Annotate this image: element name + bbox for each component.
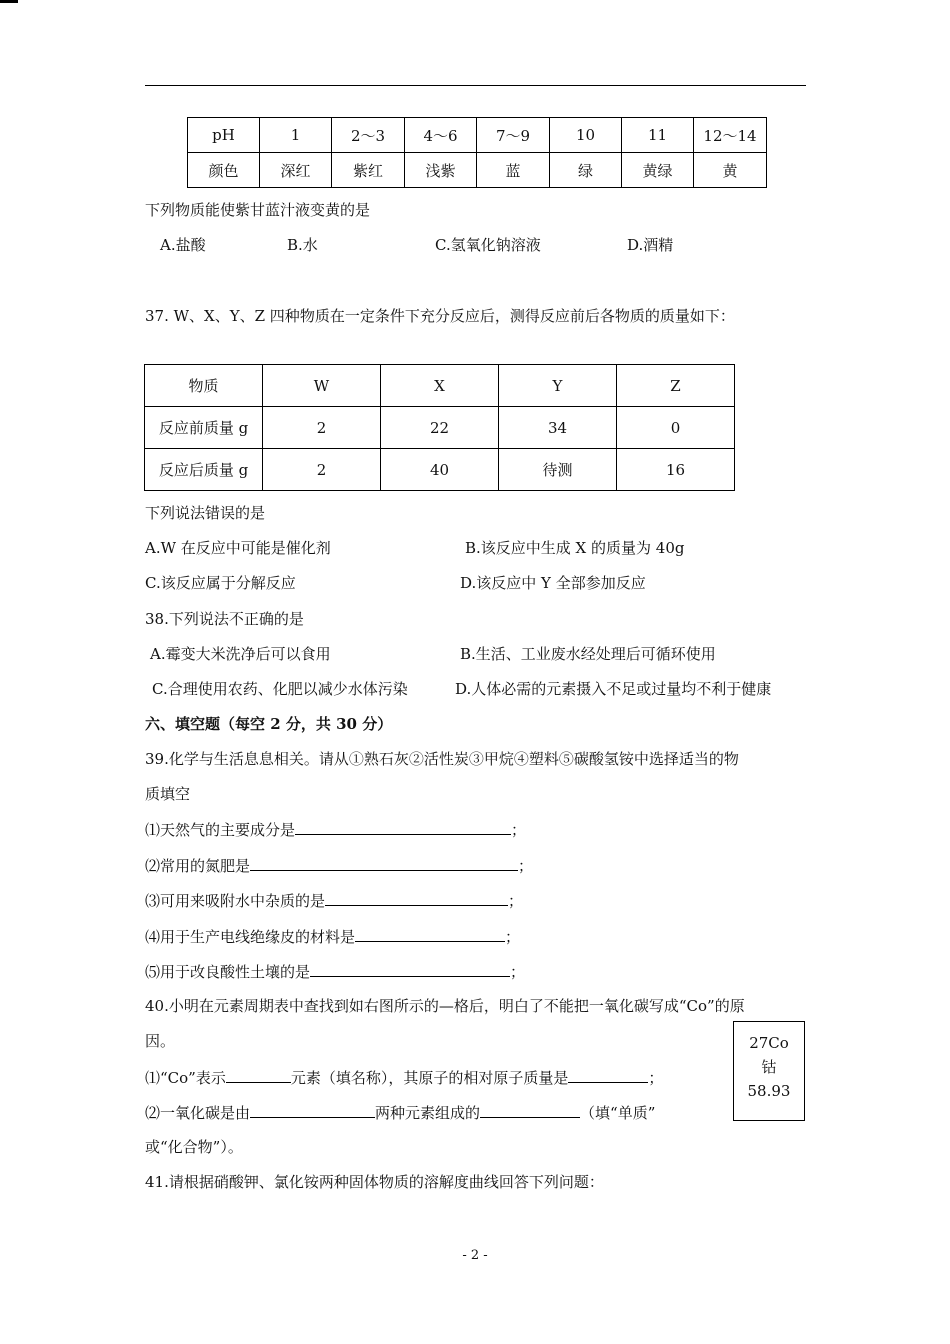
q37-option-c: C.该反应属于分解反应 (145, 574, 296, 592)
answer-blank[interactable] (295, 819, 511, 835)
q38-option-a: A.霉变大米洗净后可以食用 (150, 645, 331, 663)
q36-option-b: B.水 (287, 236, 318, 254)
table-cell: 反应后质量 g (145, 449, 263, 491)
table-cell: 绿 (550, 153, 622, 188)
q38-stem: 38.下列说法不正确的是 (145, 610, 304, 628)
table-cell: 浅紫 (405, 153, 477, 188)
q36-stem: 下列物质能使紫甘蓝汁液变黄的是 (145, 201, 371, 219)
element-mass: 58.93 (747, 1082, 791, 1100)
q36-option-a: A.盐酸 (160, 236, 206, 254)
item-end: ； (510, 963, 526, 981)
q36-option-c: C.氢氧化钠溶液 (435, 236, 541, 254)
q38-option-d: D.人体必需的元素摄入不足或过量均不利于健康 (455, 680, 772, 698)
table-cell: 4～6 (405, 118, 477, 153)
table-cell: 蓝 (477, 153, 550, 188)
table-cell: Y (499, 365, 617, 407)
table-cell: 2 (263, 449, 381, 491)
table-cell: 黄绿 (622, 153, 694, 188)
q37-prompt: 下列说法错误的是 (145, 504, 266, 522)
table-cell: 10 (550, 118, 622, 153)
q39-stem-line2: 质填空 (145, 785, 191, 803)
item-label: ⑴天然气的主要成分是 (145, 821, 296, 839)
q39-item-5 (145, 961, 525, 982)
page-number: - 2 - (462, 1248, 488, 1263)
answer-blank[interactable] (325, 890, 508, 906)
table-cell: X (381, 365, 499, 407)
q38-option-c: C.合理使用农药、化肥以减少水体污染 (152, 680, 408, 698)
table-cell: 1 (260, 118, 332, 153)
q41-stem: 41.请根据硝酸钾、氯化铵两种固体物质的溶解度曲线回答下列问题： (145, 1173, 604, 1191)
q40-stem-line2: 因。 (145, 1032, 176, 1050)
item-end: ； (505, 928, 521, 946)
table-cell: 物质 (145, 365, 263, 407)
table-cell: 黄 (694, 153, 767, 188)
q39-stem-line1: 39.化学与生活息息相关。请从①熟石灰②活性炭③甲烷④塑料⑤碳酸氢铵中选择适当的物 (145, 750, 739, 768)
q37-option-b: B.该反应中生成 X 的质量为 40g (465, 539, 685, 557)
q37-stem: 37. W、X、Y、Z 四种物质在一定条件下充分反应后，测得反应前后各物质的质量如下： (145, 307, 735, 325)
table-cell: W (263, 365, 381, 407)
item-end: ； (511, 821, 527, 839)
mass-table (144, 364, 735, 491)
answer-blank[interactable] (355, 926, 505, 942)
element-name: 钴 (761, 1058, 777, 1076)
item-label: ⑷用于生产电线绝缘皮的材料是 (145, 928, 356, 946)
answer-blank[interactable] (226, 1067, 291, 1083)
table-cell: 深红 (260, 153, 332, 188)
table-cell: 16 (617, 449, 735, 491)
table-cell: 2～3 (332, 118, 405, 153)
q37-option-d: D.该反应中 Y 全部参加反应 (460, 574, 646, 592)
item-text: 两种元素组成的 (375, 1104, 481, 1122)
q39-item-1 (145, 819, 526, 840)
table-cell: 7～9 (477, 118, 550, 153)
answer-blank[interactable] (568, 1067, 648, 1083)
table-cell: 紫红 (332, 153, 405, 188)
q40-item-1 (145, 1067, 663, 1088)
item-text: 元素（填名称），其原子的相对原子质量是 (290, 1069, 569, 1087)
item-end: ； (508, 892, 524, 910)
table-cell: pH (188, 118, 260, 153)
table-cell: 0 (617, 407, 735, 449)
q40-item-2 (145, 1102, 655, 1123)
answer-blank[interactable] (250, 1102, 375, 1118)
item-label: ⑵一氧化碳是由 (145, 1104, 251, 1122)
item-end: ； (518, 857, 534, 875)
item-label: ⑵常用的氮肥是 (145, 857, 251, 875)
table-cell: 34 (499, 407, 617, 449)
table-cell: 40 (381, 449, 499, 491)
q39-item-4 (145, 926, 520, 947)
corner-mark (0, 0, 18, 3)
item-end: ； (648, 1069, 664, 1087)
table-cell: 颜色 (188, 153, 260, 188)
table-row (145, 407, 735, 449)
table-cell: 12～14 (694, 118, 767, 153)
q36-option-d: D.酒精 (627, 236, 674, 254)
table-cell: 22 (381, 407, 499, 449)
q40-stem-line1: 40.小明在元素周期表中查找到如右图所示的—格后，明白了不能把一氧化碳写成“Co”的原 (145, 997, 745, 1015)
table-row (188, 118, 767, 153)
element-symbol: 27Co (749, 1034, 789, 1052)
table-cell: 11 (622, 118, 694, 153)
header-rule (145, 85, 806, 86)
item-text: （填“单质” (580, 1104, 656, 1122)
ph-color-table (187, 117, 767, 188)
section-title: 六、填空题（每空 2 分，共 30 分） (145, 715, 393, 733)
q38-option-b: B.生活、工业废水经处理后可循环使用 (460, 645, 716, 663)
item-label: ⑶可用来吸附水中杂质的是 (145, 892, 326, 910)
element-cell (733, 1021, 805, 1121)
q37-option-a: A.W 在反应中可能是催化剂 (145, 539, 331, 557)
table-row (145, 365, 735, 407)
table-row (145, 449, 735, 491)
table-cell: 待测 (499, 449, 617, 491)
answer-blank[interactable] (250, 855, 518, 871)
item-label: ⑴“Co”表示 (145, 1069, 226, 1087)
q39-item-3 (145, 890, 523, 911)
table-cell: 反应前质量 g (145, 407, 263, 449)
table-cell: Z (617, 365, 735, 407)
answer-blank[interactable] (480, 1102, 580, 1118)
table-row (188, 153, 767, 188)
answer-blank[interactable] (310, 961, 510, 977)
item-label: ⑸用于改良酸性土壤的是 (145, 963, 311, 981)
q40-item-2-line2: 或“化合物”）。 (145, 1138, 243, 1156)
table-cell: 2 (263, 407, 381, 449)
q39-item-2 (145, 855, 533, 876)
